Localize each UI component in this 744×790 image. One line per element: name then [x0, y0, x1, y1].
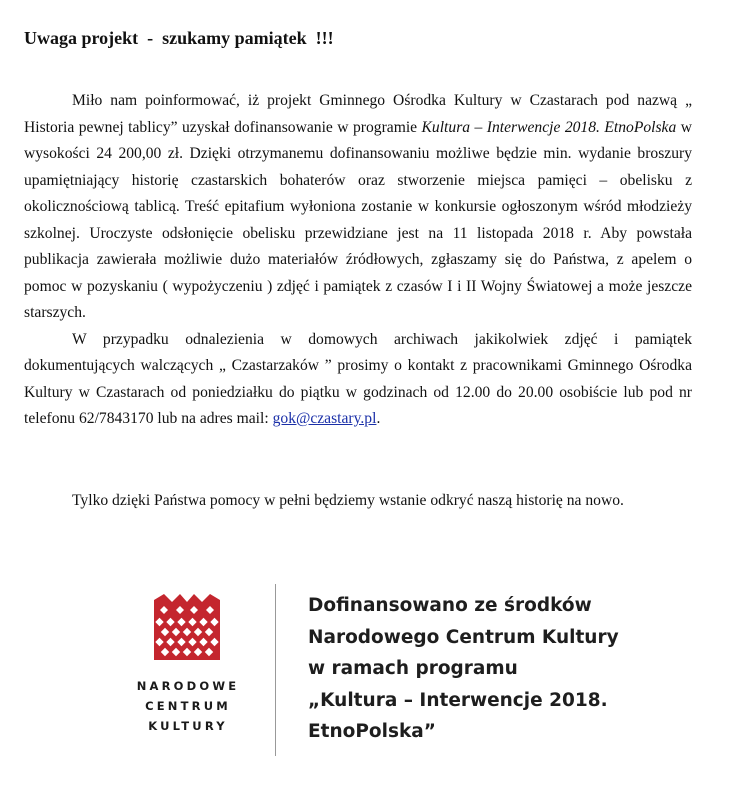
page-title: Uwaga projekt - szukamy pamiątek !!! — [24, 28, 334, 48]
footer-divider — [275, 584, 276, 756]
logo-line-1: NARODOWE — [136, 679, 240, 693]
closing-sentence: Tylko dzięki Państwa pomocy w pełni będziemy wstanie odkryć naszą historię na nowo. — [72, 492, 624, 509]
paragraph-project-info — [24, 88, 692, 327]
paragraph-contact-text: W przypadku odnalezienia w domowych archiwach jakikolwiek zdjęć i pamiątek dokumentujących walczących „ Czastarzaków ” prosimy o kontakt z pracownikami Gminnego Ośrodka Kultury w Czastarach od poniedziałku do piątku w godzinach od 12.00 do 20.00 osobiście lub pod nr telefonu 62/7843170 lub na adres mail: — [24, 330, 692, 427]
paragraph-project-info-rest: w wysokości 24 200,00 zł. Dzięki otrzymanemu dofinansowaniu możliwe będzie min. wydanie broszury upamiętniający historię czastarskich bohaterów oraz stworzenie miejsca pamięci – obelisku z okolicznościową tablicą. Treść epitafium wyłoniona zostanie w konkursie ogłoszonym wśród młodzieży szkolnej. Uroczyste odsłonięcie obelisku przewidziane jest na 11 listopada 2018 r. Aby powstała publikacja zawierała możliwie dużo materiałów źródłowych, zgłaszamy się do Państwa, z apelem o pomoc w pozyskaniu ( wypożyczeniu ) zdjęć i pamiątek z czasów I i II Wojny Światowej a może jeszcze starszych. — [24, 118, 692, 321]
funding-line-1: Dofinansowano ze środków — [308, 595, 592, 616]
email-link[interactable]: gok@czastary.pl — [272, 410, 377, 427]
funding-statement — [308, 590, 728, 748]
announcement-body — [24, 88, 692, 433]
ncek-logo — [120, 592, 260, 752]
logo-wordmark — [120, 676, 256, 736]
funding-line-2: Narodowego Centrum Kultury — [308, 626, 619, 648]
program-name: Kultura – Interwencje 2018. EtnoPolska — [421, 118, 677, 136]
logo-line-3: KULTURY — [148, 719, 228, 733]
paragraph-contact-info — [24, 327, 692, 433]
funding-line-4: „Kultura – Interwencje 2018. — [308, 689, 608, 711]
paragraph-contact-end: . — [376, 410, 381, 427]
crown-diamonds-logo-icon — [152, 592, 222, 662]
paragraph-project-info-start: Miło nam poinformować, iż projekt Gminnego Ośrodka Kultury w Czastarach pod nazwą „ Historia pewnej tablicy” uzyskał dofinansowanie w programie — [24, 92, 692, 136]
funding-line-3: w ramach programu — [308, 658, 518, 679]
logo-line-2: CENTRUM — [145, 699, 231, 713]
funding-line-5: EtnoPolska” — [308, 721, 436, 742]
